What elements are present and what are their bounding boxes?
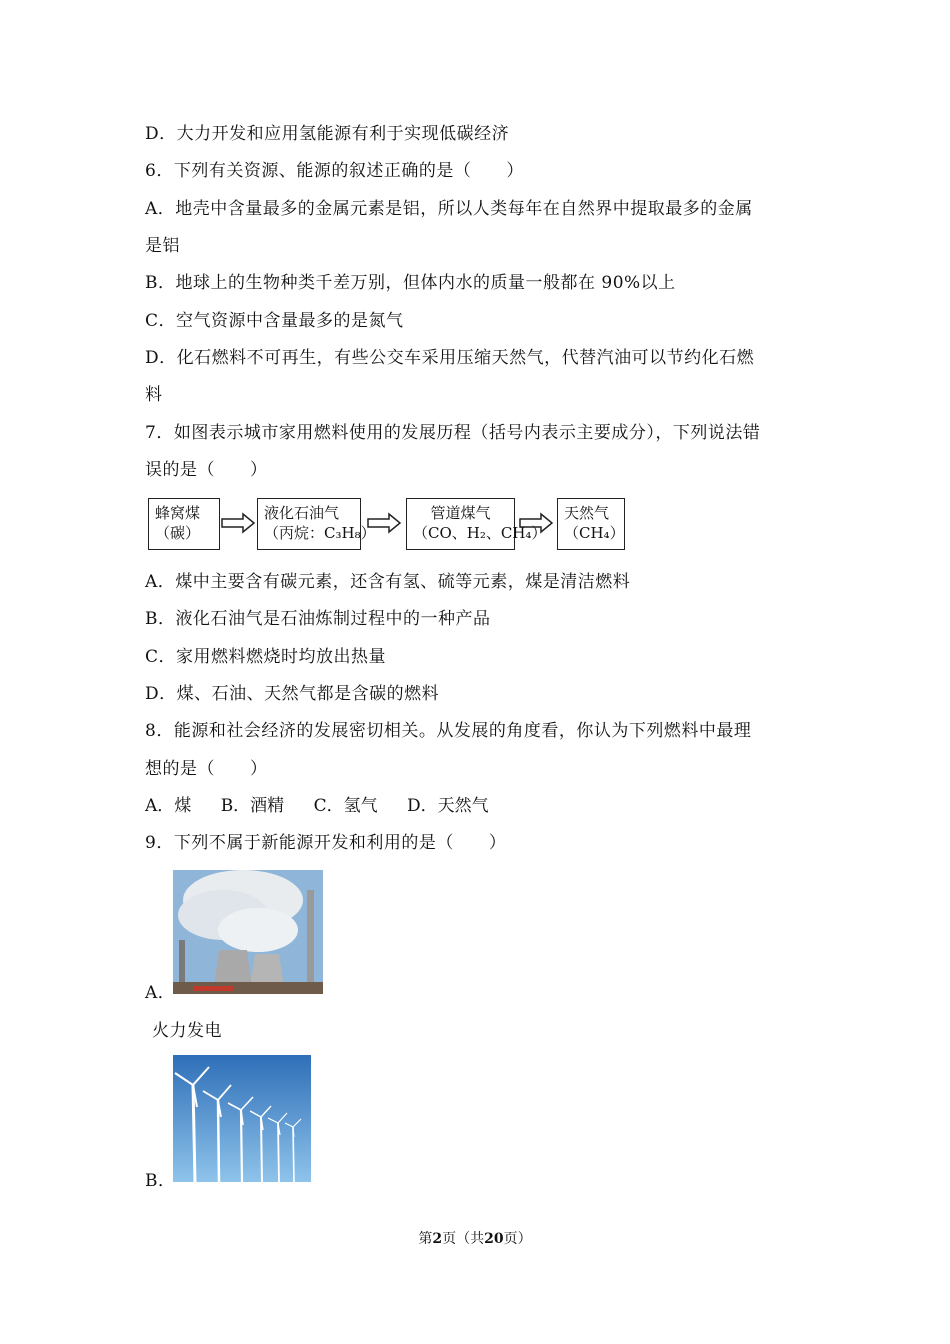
flow-box-name: 液化石油气	[264, 504, 340, 522]
q8-stem-line1: 8．能源和社会经济的发展密切相关。从发展的角度看，你认为下列燃料中最理	[145, 721, 752, 741]
q7-stem-line1: 7．如图表示城市家用燃料使用的发展历程（括号内表示主要成分），下列说法错	[145, 423, 761, 443]
q5-option-d: D．大力开发和应用氢能源有利于实现低碳经济	[145, 124, 510, 144]
arrow-right-icon	[519, 512, 553, 534]
page-footer	[0, 1228, 950, 1248]
arrow-right-icon	[221, 512, 255, 534]
footer-page-number: 2	[432, 1231, 443, 1247]
q6-option-a-line2: 是铝	[145, 236, 180, 256]
arrow-right-icon	[367, 512, 401, 534]
q6-option-b: B．地球上的生物种类千差万别，但体内水的质量一般都在 90%以上	[145, 273, 676, 293]
wind-turbines-image	[173, 1055, 311, 1182]
thermal-power-plant-image	[173, 870, 323, 994]
flow-box-composition: （CO、H₂、CH₄）	[413, 524, 547, 542]
q8-options	[145, 795, 513, 817]
q6-option-d-line1: D．化石燃料不可再生，有些公交车采用压缩天然气，代替汽油可以节约化石燃	[145, 348, 755, 368]
q7-option-b: B．液化石油气是石油炼制过程中的一种产品	[145, 609, 491, 629]
q6-option-d-line2: 料	[145, 385, 163, 405]
q9-option-a-caption: 火力发电	[152, 1021, 222, 1041]
q8-option-a: A．煤	[145, 796, 192, 816]
fuel-history-diagram	[145, 498, 635, 554]
q6-stem: 6．下列有关资源、能源的叙述正确的是（ ）	[145, 161, 524, 181]
flow-box-composition: （CH₄）	[564, 524, 625, 542]
flow-box-natural-gas	[557, 498, 625, 550]
flow-box-composition: （丙烷：C₃H₈）	[264, 524, 376, 542]
flow-box-honeycomb-coal	[148, 498, 220, 550]
flow-box-name: 天然气	[564, 504, 610, 522]
q7-option-a: A．煤中主要含有碳元素，还含有氢、硫等元素，煤是清洁燃料	[145, 572, 631, 592]
q7-option-d: D．煤、石油、天然气都是含碳的燃料	[145, 684, 440, 704]
q8-option-d: D．天然气	[407, 796, 489, 816]
flow-box-pipeline-gas	[406, 498, 547, 550]
flow-box-name: 蜂窝煤	[155, 504, 201, 522]
footer-pre: 第	[418, 1231, 433, 1247]
flow-box-composition: （碳）	[155, 524, 201, 542]
footer-mid: 页（共	[442, 1231, 485, 1247]
q8-option-b: B．酒精	[220, 796, 285, 816]
footer-post: 页）	[503, 1231, 532, 1247]
q7-stem-line2: 误的是（ ）	[145, 460, 268, 480]
q6-option-c: C．空气资源中含量最多的是氮气	[145, 311, 404, 331]
q9-option-a-label: A．	[145, 983, 176, 1003]
footer-total-pages: 20	[484, 1231, 504, 1247]
q7-option-c: C．家用燃料燃烧时均放出热量	[145, 647, 387, 667]
q8-option-c: C．氢气	[313, 796, 378, 816]
q6-option-a-line1: A．地壳中含量最多的金属元素是铝，所以人类每年在自然界中提取最多的金属	[145, 199, 753, 219]
flow-box-lpg	[257, 498, 376, 550]
q8-stem-line2: 想的是（ ）	[145, 759, 268, 779]
q9-stem: 9．下列不属于新能源开发和利用的是（ ）	[145, 833, 507, 853]
q9-option-b-label: B．	[145, 1171, 176, 1191]
flow-box-name: 管道煤气	[430, 504, 491, 522]
